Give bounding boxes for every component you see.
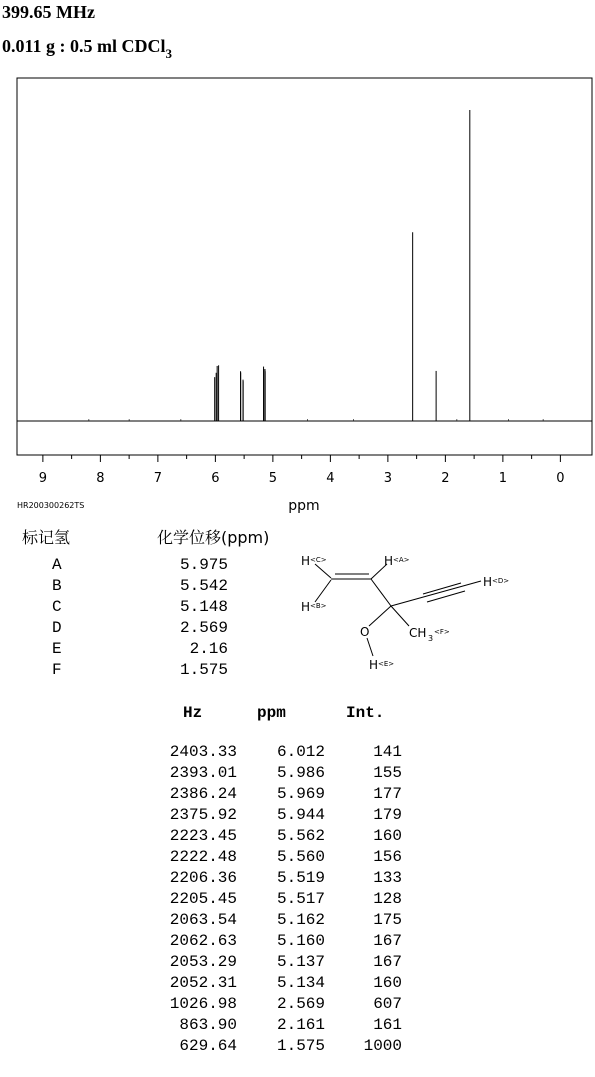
bonds: [315, 564, 481, 656]
peak-int-11: 160: [373, 974, 402, 992]
bond-oxygen: [369, 606, 391, 626]
peak-int-8: 175: [373, 911, 402, 929]
bond-hb: [315, 580, 331, 602]
oxygen-atom: O: [360, 625, 370, 639]
peak-int-12: 607: [373, 995, 402, 1013]
assignment-shift-f: 1.575: [179, 661, 228, 679]
peak-hz-2: 2386.24: [169, 785, 237, 803]
peak-lines: [215, 110, 470, 421]
spectrometer-frequency: 399.65 MHz: [2, 2, 95, 22]
peak-int-6: 133: [373, 869, 402, 887]
x-axis-tick-labels: [39, 471, 565, 486]
hd-tag: <D>: [492, 577, 510, 585]
assignment-shift-e: 2.16: [189, 640, 228, 658]
peak-int-13: 161: [373, 1016, 402, 1034]
peak-ppm-9: 5.160: [276, 932, 325, 950]
peak-ppm-5: 5.560: [276, 848, 325, 866]
peak-hz-10: 2053.29: [169, 953, 237, 971]
hb-tag: <B>: [310, 602, 327, 610]
peak-ppm-14: 1.575: [276, 1037, 325, 1055]
peak-hz-4: 2223.45: [169, 827, 237, 845]
x-axis-ticks: [43, 455, 561, 462]
shift-column-header: 化学位移(ppm): [157, 528, 270, 547]
peak-hz-6: 2206.36: [169, 869, 237, 887]
methyl-tag: <F>: [434, 628, 450, 636]
peak-hz-3: 2375.92: [169, 806, 237, 824]
x-tick-label-7: 2: [441, 471, 450, 486]
bond-oh: [367, 638, 373, 656]
peak-hz-8: 2063.54: [169, 911, 237, 929]
assignment-label-d: D: [52, 619, 62, 637]
methyl-group: CH: [409, 626, 427, 640]
peak-ppm-12: 2.569: [276, 995, 325, 1013]
assignment-shift-c: 5.148: [179, 598, 228, 616]
ppm-column-header: ppm: [257, 704, 286, 722]
methyl-subscript: 3: [428, 634, 434, 643]
peak-int-5: 156: [373, 848, 402, 866]
hc-tag: <C>: [310, 556, 327, 564]
x-tick-label-4: 5: [268, 471, 278, 486]
peak-hz-0: 2403.33: [169, 743, 237, 761]
x-axis-label: ppm: [288, 498, 320, 514]
x-tick-label-9: 0: [556, 471, 565, 486]
assignment-label-a: A: [52, 556, 62, 574]
sample-text: 0.011 g : 0.5 ml CDCl: [2, 36, 166, 56]
he-tag: <E>: [378, 660, 395, 668]
ha-atom: H: [384, 554, 394, 568]
x-tick-label-0: 9: [38, 471, 48, 486]
assignment-label-c: C: [52, 598, 62, 616]
peak-hz-7: 2205.45: [169, 890, 237, 908]
bond-hc: [315, 564, 331, 578]
peak-ppm-8: 5.162: [276, 911, 325, 929]
peak-ppm-10: 5.137: [276, 953, 325, 971]
peak-int-4: 160: [373, 827, 402, 845]
assignment-shift-a: 5.975: [179, 556, 228, 574]
hd-atom: H: [483, 575, 493, 589]
peak-ppm-4: 5.562: [276, 827, 325, 845]
peak-int-14: 1000: [363, 1037, 402, 1055]
bond-methyl: [391, 606, 409, 626]
assignment-shift-b: 5.542: [179, 577, 228, 595]
peak-int-9: 167: [373, 932, 402, 950]
peak-int-10: 167: [373, 953, 402, 971]
peak-int-7: 128: [373, 890, 402, 908]
assignment-shift-d: 2.569: [179, 619, 228, 637]
ha-tag: <A>: [393, 556, 410, 564]
assignment-label-b: B: [52, 577, 62, 595]
molecule-structure: [295, 548, 535, 678]
assignment-label-f: F: [52, 661, 62, 679]
sample-description: [2, 36, 172, 62]
peak-int-0: 141: [373, 743, 402, 761]
peak-hz-9: 2062.63: [169, 932, 237, 950]
x-tick-label-6: 3: [383, 471, 393, 486]
peak-ppm-7: 5.517: [276, 890, 325, 908]
peak-hz-1: 2393.01: [169, 764, 237, 782]
x-tick-label-2: 7: [153, 471, 163, 486]
x-tick-label-5: 4: [326, 471, 335, 486]
peak-hz-12: 1026.98: [169, 995, 237, 1013]
peak-ppm-11: 5.134: [276, 974, 325, 992]
sample-id: HR200300262TS: [17, 501, 85, 510]
int-column-header: Int.: [346, 704, 385, 722]
triple-bond-3: [427, 591, 465, 602]
label-column-header: 标记氢: [22, 528, 71, 547]
bond-quaternary: [371, 579, 391, 606]
peak-ppm-6: 5.519: [276, 869, 325, 887]
sample-subscript: 3: [165, 46, 172, 61]
peak-hz-5: 2222.48: [169, 848, 237, 866]
peak-int-2: 177: [373, 785, 402, 803]
peak-hz-13: 863.90: [179, 1016, 237, 1034]
peak-hz-14: 629.64: [179, 1037, 237, 1055]
nmr-spectrum-chart: [0, 70, 595, 520]
x-tick-label-3: 6: [211, 471, 220, 486]
peak-ppm-0: 6.012: [276, 743, 325, 761]
triple-bond-1: [391, 581, 481, 606]
x-tick-label-8: 1: [498, 471, 508, 486]
peak-hz-11: 2052.31: [169, 974, 237, 992]
hc-atom: H: [301, 554, 311, 568]
peak-ppm-13: 2.161: [276, 1016, 325, 1034]
assignment-label-e: E: [52, 640, 62, 658]
plot-frame: [17, 78, 592, 455]
x-tick-label-1: 8: [96, 471, 105, 486]
peak-int-1: 155: [373, 764, 402, 782]
he-atom: H: [369, 658, 379, 672]
hb-atom: H: [301, 600, 311, 614]
hz-column-header: Hz: [183, 704, 203, 722]
peak-ppm-2: 5.969: [276, 785, 325, 803]
peak-ppm-3: 5.944: [276, 806, 325, 824]
peak-ppm-1: 5.986: [276, 764, 325, 782]
peak-int-3: 179: [373, 806, 402, 824]
